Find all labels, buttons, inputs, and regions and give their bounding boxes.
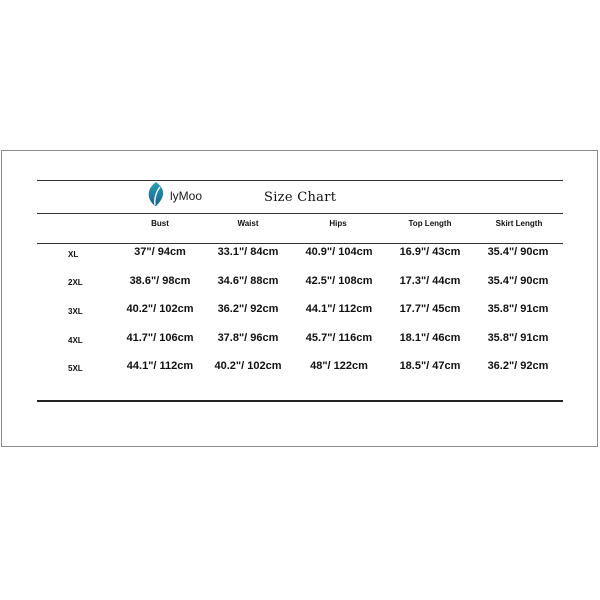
- brand-name: lyMoo: [170, 189, 203, 203]
- table-cell: 44.1"/ 112cm: [126, 360, 194, 372]
- header-rule-top: [37, 213, 563, 214]
- table-cell: 36.2"/ 92cm: [217, 303, 279, 315]
- table-cell: 35.4"/ 90cm: [487, 275, 549, 287]
- table-cell: 17.7"/ 45cm: [399, 303, 461, 315]
- column-header-bust: Bust: [151, 219, 169, 228]
- table-cell: 45.7"/ 116cm: [305, 332, 373, 344]
- table-cell: 44.1"/ 112cm: [305, 303, 373, 315]
- table-cell: 37.8"/ 96cm: [217, 332, 279, 344]
- top-rule: [37, 180, 563, 181]
- size-label: 5XL: [68, 364, 83, 373]
- column-header-top-length: Top Length: [408, 219, 452, 228]
- table-cell: 35.8"/ 91cm: [487, 303, 549, 315]
- table-cell: 35.4"/ 90cm: [487, 246, 549, 258]
- table-cell: 48"/ 122cm: [310, 360, 368, 372]
- size-label: 3XL: [68, 307, 83, 316]
- brand-logo-icon: [145, 181, 167, 207]
- size-label: 2XL: [68, 278, 83, 287]
- table-cell: 34.6"/ 88cm: [217, 275, 279, 287]
- column-header-waist: Waist: [237, 219, 259, 228]
- table-cell: 37"/ 94cm: [134, 246, 186, 258]
- page-title: Size Chart: [264, 190, 337, 205]
- column-header-hips: Hips: [329, 219, 347, 228]
- table-cell: 18.1"/ 46cm: [399, 332, 461, 344]
- bottom-rule: [37, 400, 563, 402]
- table-cell: 40.2"/ 102cm: [126, 303, 194, 315]
- table-cell: 40.9"/ 104cm: [305, 246, 373, 258]
- header-rule-bottom: [37, 243, 563, 244]
- table-cell: 41.7"/ 106cm: [126, 332, 194, 344]
- table-cell: 35.8"/ 91cm: [487, 332, 549, 344]
- table-cell: 18.5"/ 47cm: [399, 360, 461, 372]
- table-cell: 36.2"/ 92cm: [487, 360, 549, 372]
- table-cell: 33.1"/ 84cm: [217, 246, 279, 258]
- table-cell: 42.5"/ 108cm: [305, 275, 373, 287]
- column-header-skirt-length: Skirt Length: [495, 219, 543, 228]
- table-cell: 40.2"/ 102cm: [214, 360, 282, 372]
- size-label: XL: [68, 250, 79, 259]
- table-cell: 38.6"/ 98cm: [129, 275, 191, 287]
- size-label: 4XL: [68, 336, 83, 345]
- table-cell: 17.3"/ 44cm: [399, 275, 461, 287]
- table-cell: 16.9"/ 43cm: [399, 246, 461, 258]
